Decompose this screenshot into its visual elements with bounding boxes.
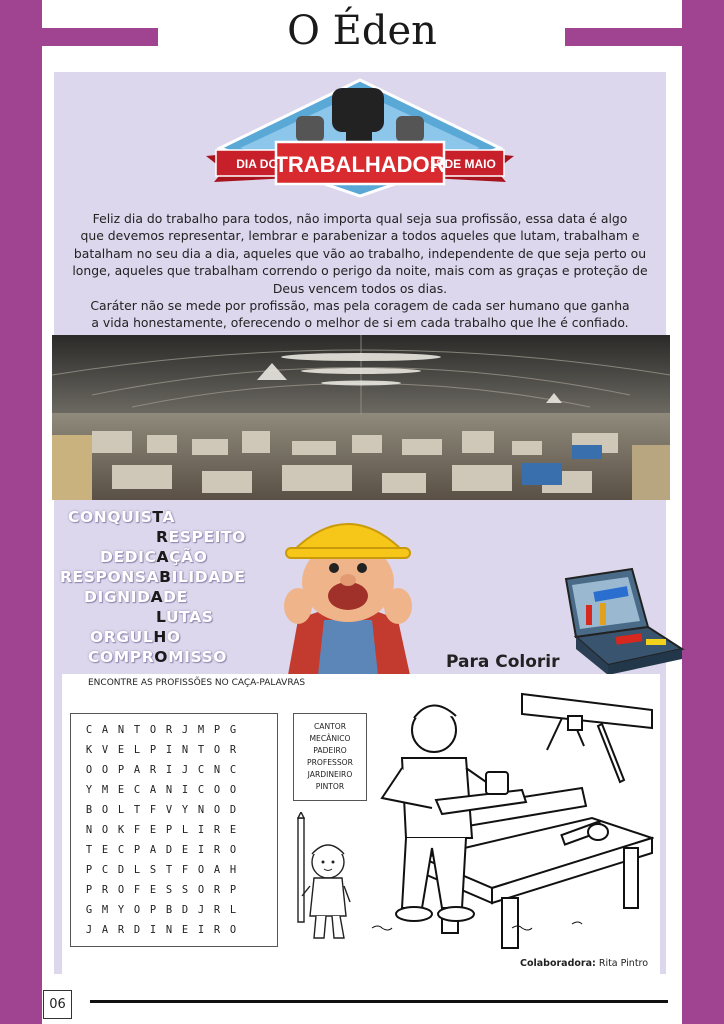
acrostic-row: DEDICAÇÃO xyxy=(100,548,208,566)
wordsearch-letter: O xyxy=(213,804,221,816)
wordsearch-letter: S xyxy=(149,864,157,876)
wordsearch-letter: C xyxy=(101,864,109,876)
wordsearch-letter: I xyxy=(149,924,157,936)
page-title: O Éden xyxy=(287,8,437,54)
wordsearch-letter: T xyxy=(133,724,141,736)
wordsearch-letter: L xyxy=(133,864,141,876)
wordsearch-row xyxy=(81,764,241,776)
wordsearch-letter: V xyxy=(101,744,109,756)
wordsearch-letter: A xyxy=(101,724,109,736)
wordsearch-letter: K xyxy=(117,824,125,836)
acrostic-row: COMPROMISSO xyxy=(88,648,228,666)
wordsearch-instruction: ENCONTRE AS PROFISSÕES NO CAÇA-PALAVRAS xyxy=(88,678,306,688)
wordsearch-letter: A xyxy=(149,784,157,796)
carpenter-coloring-drawing xyxy=(362,688,654,950)
wordsearch-letter: O xyxy=(133,904,141,916)
wordsearch-letter: C xyxy=(85,724,93,736)
banner-right-text: 1º DE MAIO xyxy=(430,157,496,171)
wordsearch-letter: O xyxy=(229,924,237,936)
wordsearch-row xyxy=(81,924,241,936)
builder-character-illustration xyxy=(268,500,428,675)
wordsearch-letter: R xyxy=(101,884,109,896)
wordsearch-row xyxy=(81,844,241,856)
wordsearch-letter: R xyxy=(213,844,221,856)
wordsearch-letter: Y xyxy=(85,784,93,796)
wordsearch-letter: N xyxy=(197,804,205,816)
wordsearch-row xyxy=(81,824,241,836)
wordsearch-letter: I xyxy=(181,784,189,796)
wordsearch-letter: D xyxy=(181,904,189,916)
wordsearch-row xyxy=(81,864,241,876)
wordsearch-word-list xyxy=(293,713,367,801)
wordsearch-letter: M xyxy=(197,724,205,736)
paragraph-line: Feliz dia do trabalho para todos, não importa qual seja sua profissão, essa data é algo xyxy=(92,211,628,226)
banner-left-text: DIA DO xyxy=(236,157,278,171)
wordsearch-letter: N xyxy=(213,764,221,776)
wordsearch-letter: T xyxy=(85,844,93,856)
wordsearch-letter: S xyxy=(181,884,189,896)
trabalho-acrostic xyxy=(52,504,282,672)
wordsearch-letter: A xyxy=(213,864,221,876)
wordsearch-letter: O xyxy=(197,864,205,876)
wordsearch-row xyxy=(81,904,241,916)
wordsearch-letter: E xyxy=(149,824,157,836)
credit-line: Colaboradora: Rita Pintro xyxy=(520,958,649,969)
wordsearch-row xyxy=(81,784,241,796)
wordsearch-letter: N xyxy=(165,924,173,936)
wordsearch-letter: I xyxy=(197,844,205,856)
wordsearch-letter: P xyxy=(85,884,93,896)
footer-rule xyxy=(90,1000,668,1003)
wordsearch-letter: G xyxy=(229,724,237,736)
wordsearch-letter: D xyxy=(117,864,125,876)
acrostic-row: RESPONSABILIDADE xyxy=(60,568,246,586)
wordsearch-letter: R xyxy=(229,744,237,756)
wordsearch-letter: J xyxy=(197,904,205,916)
wordsearch-letter: C xyxy=(229,764,237,776)
wordsearch-letter: R xyxy=(213,824,221,836)
pencil-kid-illustration xyxy=(284,812,356,944)
wordsearch-letter: P xyxy=(85,864,93,876)
wordsearch-letter: R xyxy=(213,884,221,896)
paragraph-line: Deus vencem todos os dias. xyxy=(272,280,448,296)
wordsearch-letter: V xyxy=(165,804,173,816)
word-list-item: PROFESSOR xyxy=(307,758,353,767)
wordsearch-letter: O xyxy=(149,724,157,736)
wordsearch-letter: T xyxy=(133,804,141,816)
wordsearch-letter: N xyxy=(165,784,173,796)
wordsearch-letter: K xyxy=(85,744,93,756)
wordsearch-letter: D xyxy=(133,924,141,936)
right-border xyxy=(682,0,724,1024)
wordsearch-letter: R xyxy=(165,724,173,736)
wordsearch-letter: O xyxy=(85,764,93,776)
tribute-paragraph xyxy=(60,210,660,332)
wordsearch-letter: O xyxy=(117,884,125,896)
paragraph-line: batalham no seu dia a dia, aqueles que vão ao trabalho, independente de que seja perto ou xyxy=(73,245,647,261)
wordsearch-letter: L xyxy=(117,804,125,816)
wordsearch-letter: O xyxy=(229,844,237,856)
wordsearch-letter: M xyxy=(101,904,109,916)
wordsearch-letter: P xyxy=(213,724,221,736)
word-list-item: PADEIRO xyxy=(313,746,347,755)
wordsearch-letter: J xyxy=(181,764,189,776)
wordsearch-letter: B xyxy=(85,804,93,816)
wordsearch-letter: C xyxy=(197,784,205,796)
labor-day-banner xyxy=(200,78,520,198)
acrostic-row: ORGULHO xyxy=(90,628,181,646)
wordsearch-letter: N xyxy=(181,744,189,756)
left-border xyxy=(0,0,42,1024)
wordsearch-letter: J xyxy=(181,724,189,736)
wordsearch-letter: E xyxy=(181,844,189,856)
wordsearch-letter: T xyxy=(165,864,173,876)
wordsearch-letter: O xyxy=(213,744,221,756)
word-list-item: MECÂNICO xyxy=(309,734,351,743)
wordsearch-letter: L xyxy=(181,824,189,836)
wordsearch-letter: I xyxy=(197,824,205,836)
wordsearch-letter: A xyxy=(133,764,141,776)
wordsearch-letter: N xyxy=(117,724,125,736)
acrostic-row: RESPEITO xyxy=(156,528,246,546)
page-number: 06 xyxy=(43,990,72,1019)
wordsearch-letter: C xyxy=(117,844,125,856)
wordsearch-letter: R xyxy=(149,764,157,776)
wordsearch-letter: G xyxy=(85,904,93,916)
wordsearch-letter: P xyxy=(133,844,141,856)
paragraph-line: longe, aqueles que trabalham correndo o perigo da noite, mais com as graças e proteção de xyxy=(72,263,648,279)
wordsearch-row xyxy=(81,884,241,896)
wordsearch-letter: T xyxy=(197,744,205,756)
wordsearch-letter: O xyxy=(229,784,237,796)
wordsearch-row xyxy=(81,804,241,816)
wordsearch-letter: O xyxy=(101,764,109,776)
wordsearch-row xyxy=(81,724,241,736)
wordsearch-row xyxy=(81,744,241,756)
wordsearch-letter: J xyxy=(85,924,93,936)
wordsearch-letter: P xyxy=(229,884,237,896)
wordsearch-grid xyxy=(70,713,278,947)
credit-name: Rita Pintro xyxy=(598,958,649,969)
wordsearch-letter: I xyxy=(197,924,205,936)
wordsearch-letter: E xyxy=(117,784,125,796)
wordsearch-letter: I xyxy=(165,764,173,776)
wordsearch-letter: P xyxy=(149,744,157,756)
wordsearch-letter: C xyxy=(197,764,205,776)
wordsearch-letter: A xyxy=(101,924,109,936)
wordsearch-letter: R xyxy=(213,904,221,916)
wordsearch-letter: F xyxy=(133,824,141,836)
wordsearch-letter: O xyxy=(101,824,109,836)
wordsearch-letter: D xyxy=(165,844,173,856)
paragraph-line: Caráter não se mede por profissão, mas pela coragem de cada ser humano que ganha xyxy=(90,298,630,314)
wordsearch-letter: B xyxy=(165,904,173,916)
wordsearch-letter: C xyxy=(133,784,141,796)
wordsearch-letter: F xyxy=(133,884,141,896)
banner-main-text: TRABALHADOR xyxy=(274,152,446,177)
wordsearch-letter: P xyxy=(149,904,157,916)
wordsearch-letter: N xyxy=(85,824,93,836)
wordsearch-letter: E xyxy=(149,884,157,896)
paragraph-line: a vida honestamente, oferecendo o melhor de si em cada trabalho que lhe é confiado. xyxy=(91,315,629,331)
acrostic-row: CONQUISTA xyxy=(68,508,176,526)
word-list-item: JARDINEIRO xyxy=(307,770,353,779)
wordsearch-letter: E xyxy=(117,744,125,756)
toolbox-icon xyxy=(556,565,686,677)
wordsearch-letter: R xyxy=(213,924,221,936)
wordsearch-letter: H xyxy=(229,864,237,876)
wordsearch-letter: O xyxy=(101,804,109,816)
wordsearch-letter: I xyxy=(165,744,173,756)
wordsearch-letter: P xyxy=(117,764,125,776)
wordsearch-letter: D xyxy=(229,804,237,816)
word-list-item: CANTOR xyxy=(313,722,347,731)
wordsearch-letter: M xyxy=(101,784,109,796)
word-list-item: PINTOR xyxy=(315,782,345,791)
coloring-label: Para Colorir xyxy=(446,652,560,672)
wordsearch-letter: Y xyxy=(117,904,125,916)
wordsearch-letter: L xyxy=(229,904,237,916)
wordsearch-letter: L xyxy=(133,744,141,756)
wordsearch-letter: F xyxy=(181,864,189,876)
acrostic-row: DIGNIDADE xyxy=(84,588,188,606)
wordsearch-letter: O xyxy=(197,884,205,896)
wordsearch-letter: R xyxy=(117,924,125,936)
wordsearch-letter: A xyxy=(149,844,157,856)
factory-photo xyxy=(52,335,670,500)
wordsearch-letter: O xyxy=(213,784,221,796)
wordsearch-letter: S xyxy=(165,884,173,896)
wordsearch-letter: F xyxy=(149,804,157,816)
acrostic-row: LUTAS xyxy=(156,608,214,626)
wordsearch-letter: E xyxy=(181,924,189,936)
wordsearch-letter: P xyxy=(165,824,173,836)
wordsearch-letter: E xyxy=(229,824,237,836)
paragraph-line: que devemos representar, lembrar e parabenizar a todos aqueles que lutam, trabalham e xyxy=(80,228,640,244)
wordsearch-letter: Y xyxy=(181,804,189,816)
wordsearch-letter: E xyxy=(101,844,109,856)
